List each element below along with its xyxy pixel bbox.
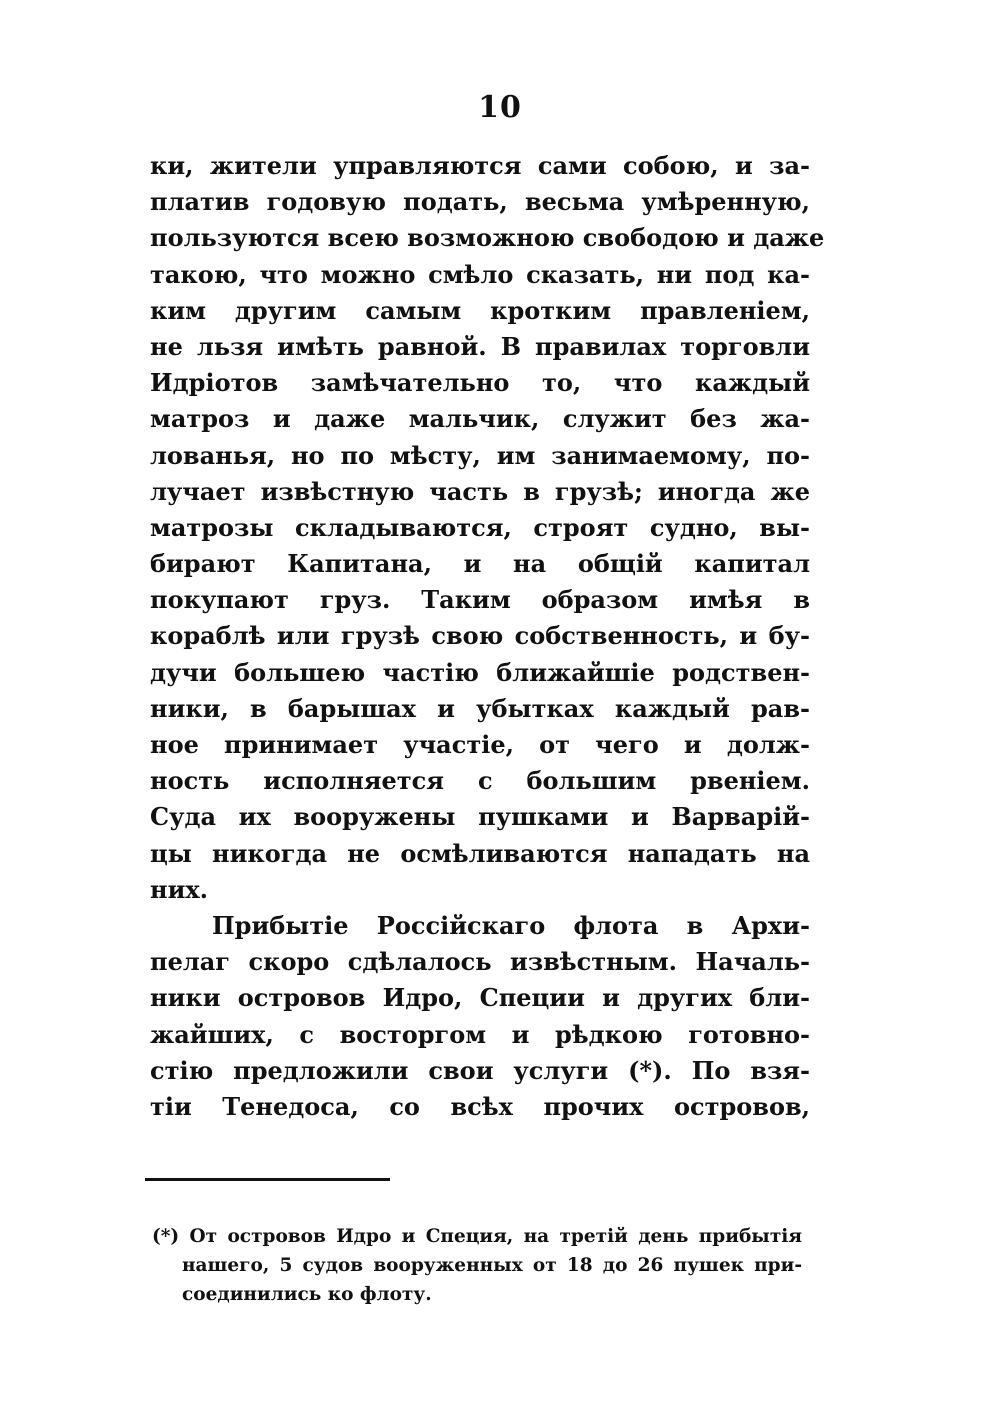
text-line: ное принимает участіе, от чего и долж-	[150, 730, 810, 759]
text-line: пользуются всею возможною свободою и даже	[150, 223, 825, 253]
text-line: лованья, но по мѣсту, им занимаемому, по-	[150, 440, 810, 470]
text-line: тіи Тенедоса, со всѣх прочих островов,	[150, 1091, 810, 1121]
text-line: ки, жители управляются сами собою, и за-	[150, 151, 810, 180]
footnote-line: соединились ко флоту.	[182, 1284, 432, 1305]
text-line: ким другим самым кротким правленіем,	[150, 295, 810, 325]
text-line: покупают груз. Таким образом имѣя в	[150, 585, 810, 615]
footnote-line: нашего, 5 судов вооруженных от 18 до 26 пушек при-	[182, 1255, 802, 1276]
text-line: бирают Капитана, и на общій капитал	[150, 549, 810, 579]
main-text	[150, 148, 825, 1125]
text-line: жайших, с восторгом и рѣдкою готовно-	[150, 1019, 810, 1049]
text-line: Идріотов замѣчательно то, что каждый	[150, 368, 810, 398]
text-line: пелаг скоро сдѣлалось извѣстным. Началь-	[150, 947, 810, 977]
text-line: Суда их вооружены пушками и Варварій-	[150, 802, 810, 832]
text-line: кораблѣ или грузѣ свою собственность, и бу-	[150, 621, 810, 651]
text-line: такою, что можно смѣло сказать, ни под ка-	[150, 259, 810, 289]
text-line: матрозы складываются, строят судно, вы-	[150, 512, 810, 542]
footnote-divider	[145, 1178, 390, 1181]
page-number: 10	[478, 90, 522, 125]
text-line: ность исполняется с большим рвеніем.	[150, 766, 810, 796]
paragraph-end-line: них.	[150, 874, 209, 904]
text-line: цы никогда не осмѣливаются нападать на	[150, 838, 810, 868]
text-line: стію предложили свои услуги (*). По взя-	[150, 1055, 810, 1085]
footnote	[152, 1222, 802, 1309]
text-line: платив годовую подать, весьма умѣренную,	[150, 187, 810, 217]
text-line: ники островов Идро, Специи и других бли-	[150, 983, 810, 1013]
text-line: матроз и даже мальчик, служит без жа-	[150, 404, 810, 434]
text-line: дучи большею частію ближайшіе родствен-	[150, 657, 810, 687]
footnote-line: (*) От островов Идро и Специя, на третій день прибытія	[152, 1226, 802, 1247]
paragraph-start-line: Прибытіе Россійскаго флота в Архи-	[212, 910, 810, 940]
text-line: не льзя имѣть равной. В правилах торговли	[150, 331, 810, 361]
text-line: лучает извѣстную часть в грузѣ; иногда же	[150, 476, 810, 506]
text-line: ники, в барышах и убытках каждый рав-	[150, 693, 810, 723]
